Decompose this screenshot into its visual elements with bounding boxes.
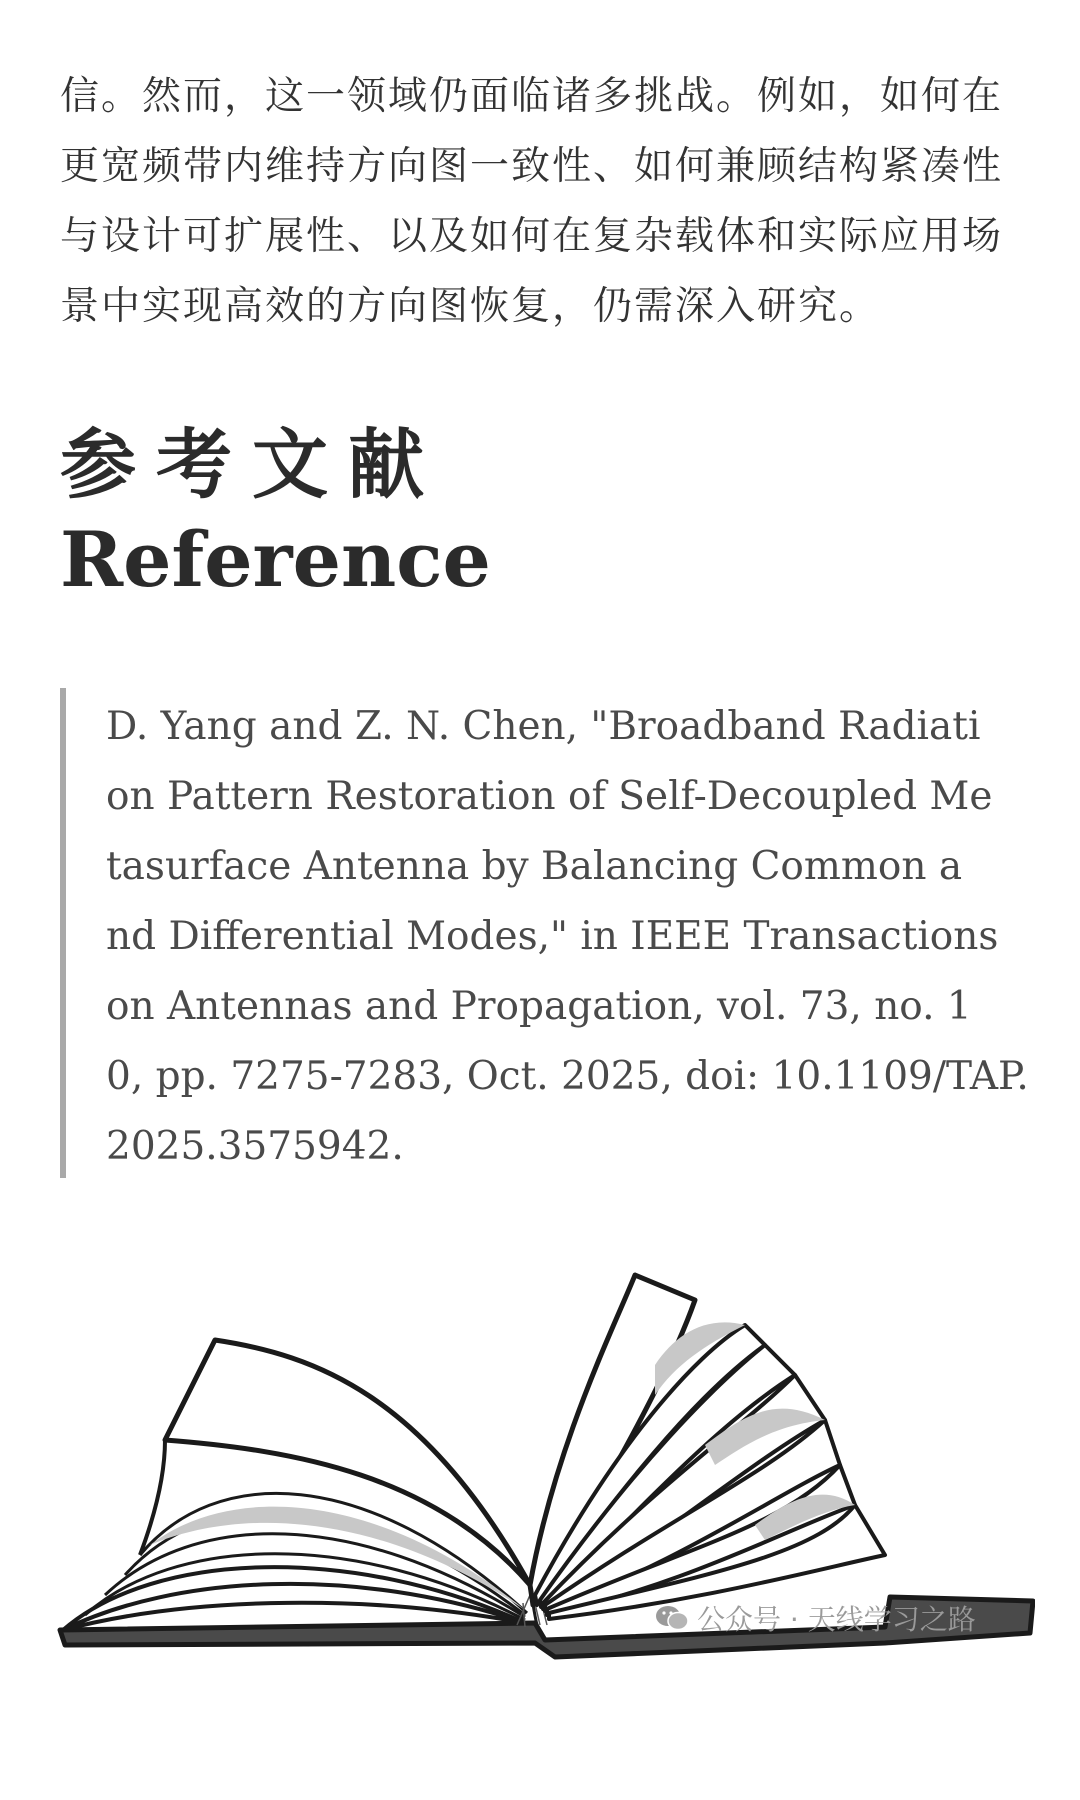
- intro-line: 与设计可扩展性、以及如何在复杂载体和实际应用场: [60, 214, 1004, 259]
- section-title-en: Reference: [60, 515, 491, 604]
- watermark: [655, 1598, 976, 1638]
- reference-line: tasurface Antenna by Balancing Common a: [106, 844, 963, 889]
- reference-line: on Pattern Restoration of Self-Decoupled Me: [106, 774, 993, 819]
- wechat-icon: [655, 1604, 689, 1632]
- watermark-text: 公众号 · 天线学习之路: [697, 1603, 976, 1636]
- intro-line: 信。然而，这一领域仍面临诸多挑战。例如，如何在: [60, 74, 1004, 119]
- reference-text: [106, 692, 1036, 1182]
- section-title-cn: 参考文献: [60, 420, 444, 509]
- intro-paragraph: [60, 62, 1020, 342]
- reference-line: D. Yang and Z. N. Chen, "Broadband Radiati: [106, 704, 981, 749]
- reference-line: nd Differential Modes," in IEEE Transactions: [106, 914, 999, 959]
- reference-line: 0, pp. 7275-7283, Oct. 2025, doi: 10.1109/TAP.: [106, 1054, 1029, 1099]
- intro-line: 更宽频带内维持方向图一致性、如何兼顾结构紧凑性: [60, 144, 1004, 189]
- reference-line: 2025.3575942.: [106, 1124, 404, 1169]
- reference-line: on Antennas and Propagation, vol. 73, no. 1: [106, 984, 972, 1029]
- reference-blockquote: [60, 688, 1036, 1178]
- intro-line: 景中实现高效的方向图恢复，仍需深入研究。: [60, 284, 881, 329]
